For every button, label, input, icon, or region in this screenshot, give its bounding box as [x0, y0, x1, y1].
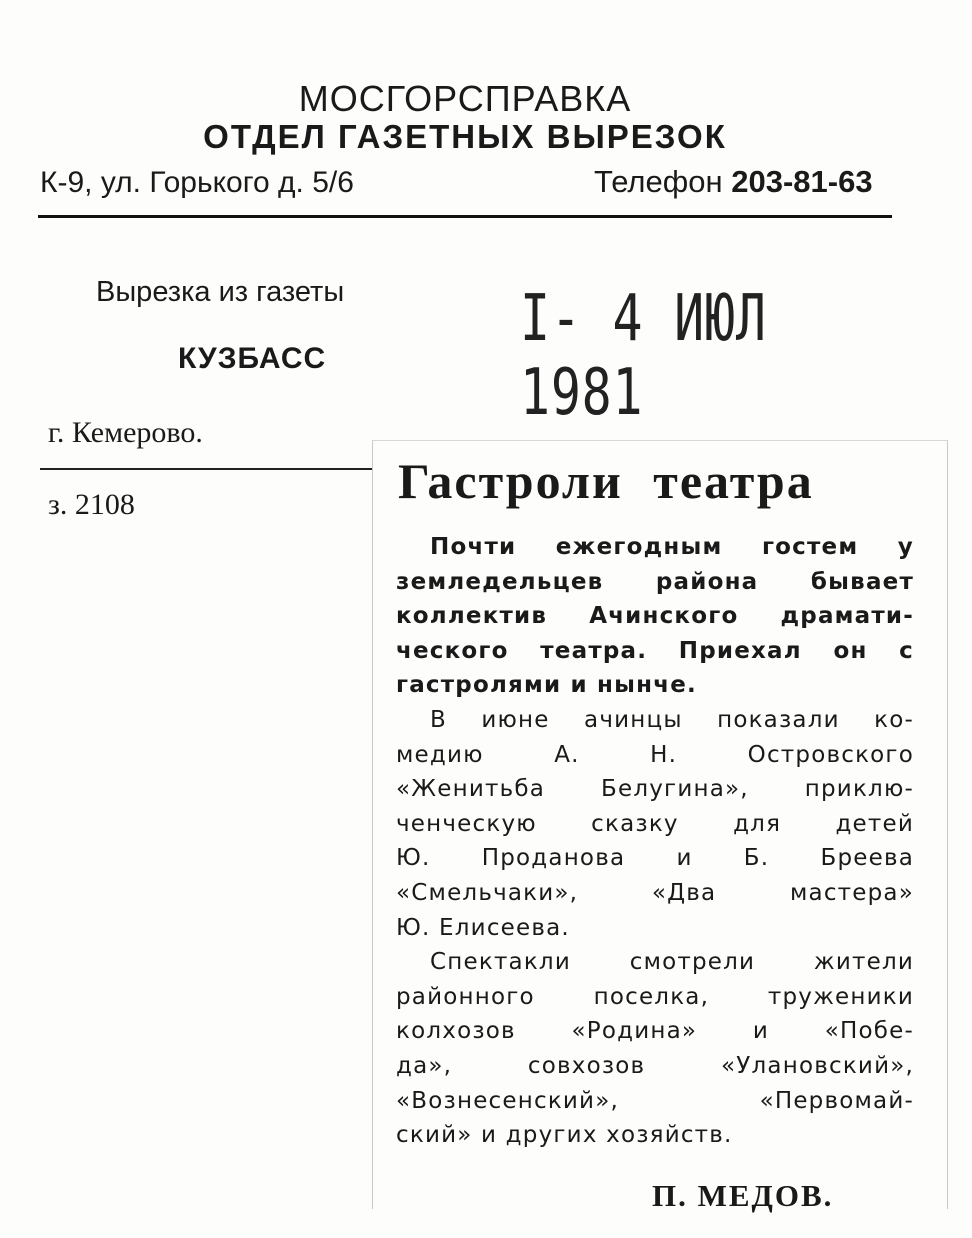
article-line: коллектив Ачинского драмати-	[396, 603, 914, 630]
org-name: МОСГОРСПРАВКА	[298, 78, 632, 119]
article-line: ченческую сказку для детей	[396, 810, 914, 837]
phone-number: 203-81-63	[731, 164, 873, 199]
article-paragraph	[396, 703, 914, 945]
article-line: «Смельчаки», «Два мастера»	[396, 879, 914, 906]
article-author: П. МЕДОВ.	[652, 1178, 834, 1213]
header-divider	[38, 215, 892, 218]
article-line: гастролями и нынче.	[396, 672, 697, 699]
article-line: В июне ачинцы показали ко-	[430, 706, 914, 733]
article-line: земледельцев района бывает	[396, 568, 914, 595]
article-line: Ю. Проданова и Б. Бреева	[396, 845, 914, 872]
article-line: Ю. Елисеева.	[396, 914, 570, 941]
phone	[594, 164, 873, 200]
article-line: районного поселка, труженики	[396, 983, 914, 1010]
article-paragraph	[396, 945, 914, 1153]
city: г. Кемерово.	[48, 416, 203, 449]
clipping-label: Вырезка из газеты	[96, 276, 345, 308]
article-line: да», совхозов «Улановский»,	[396, 1052, 914, 1079]
article-line: «Вознесенский», «Первомай-	[396, 1087, 914, 1114]
article-title: Гастроли театра	[398, 453, 814, 509]
article-line: Спектакли смотрели жители	[430, 949, 914, 976]
article-line: медию А. Н. Островского	[396, 741, 914, 768]
article-line: «Женитьба Белугина», приклю-	[396, 776, 914, 803]
phone-label: Телефон	[594, 164, 723, 199]
address: К-9, ул. Горького д. 5/6	[40, 166, 354, 199]
article-paragraph	[396, 530, 914, 703]
article-line: Почти ежегодным гостем у	[430, 534, 914, 560]
newspaper-name: КУЗБАСС	[178, 342, 327, 375]
article-line: ческого театра. Приехал он с	[396, 637, 914, 664]
order-number: з. 2108	[48, 488, 135, 521]
article-line: ский» и других хозяйств.	[396, 1122, 733, 1149]
article-line: колхозов «Родина» и «Побе-	[396, 1018, 914, 1045]
date-stamp: I- 4 ИЮЛ 1981	[520, 282, 767, 430]
article-body	[396, 530, 914, 1153]
info-divider	[40, 468, 372, 470]
dept-name: ОТДЕЛ ГАЗЕТНЫХ ВЫРЕЗОК	[203, 118, 727, 155]
